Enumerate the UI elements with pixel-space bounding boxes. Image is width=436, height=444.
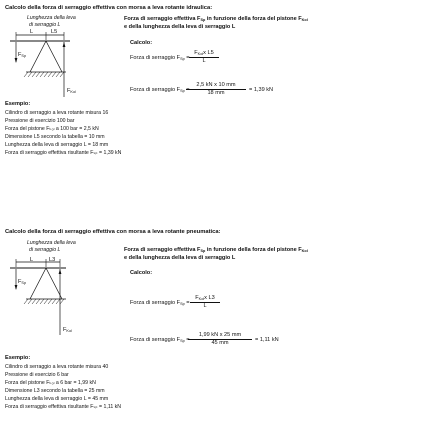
list-item: Forza di serraggio effettiva risultante Fₛₚ = 1,39 kN	[5, 150, 122, 156]
list-item: Pressione di esercizio 100 bar	[5, 118, 75, 124]
hydraulic-lever-label-line2: di serraggio L	[29, 22, 61, 28]
pneumatic-formula2-denominator: 45 mm	[211, 340, 229, 347]
pneumatic-example-list	[5, 363, 121, 411]
pneumatic-title: Calcolo della forza di serraggio effettiva con morsa a leva rotante pneumatica:	[5, 229, 221, 235]
list-item: Lunghezza della leva di serraggio L = 18 mm	[5, 142, 109, 148]
pneumatic-calc-heading: Calcolo:	[130, 270, 153, 276]
hydraulic-formula1-numerator: $F_{Kol}x$ L5	[189, 50, 219, 58]
hydraulic-example-list	[5, 109, 121, 157]
list-item: Dimensione L3 secondo la tabella = 25 mm	[5, 388, 105, 394]
list-item: Lunghezza della leva di serraggio L = 45 mm	[5, 396, 109, 402]
list-item: Cilindro di serraggio a leva rotante misura 40	[5, 364, 109, 370]
list-item: Forza di serraggio effettiva risultante Fₛₚ = 1,11 kN	[5, 404, 121, 410]
pneumatic-example-heading: Esempio:	[5, 355, 31, 361]
list-item: Cilindro di serraggio a leva rotante misura 16	[5, 110, 109, 116]
pneumatic-lever-label-line1: Lunghezza della leva	[27, 240, 76, 246]
hydraulic-f-kol-label: $F_{Kol}$	[67, 88, 76, 94]
pneumatic-desc-line1: Forza di serraggio effettiva $F_{Sp}$ in funzione della forza del pistone $F_{Kol}$	[124, 247, 308, 253]
hydraulic-lever-label-line1: Lunghezza della leva	[27, 15, 76, 21]
hydraulic-formula2-denominator: 18 mm	[207, 90, 225, 97]
hydraulic-formula2-result: = 1,39 kN	[249, 87, 274, 93]
list-item: Forza del pistone Fₖₒₗ a 6 bar = 1,99 kN	[5, 380, 96, 386]
pneumatic-formula2-fraction	[188, 332, 252, 347]
hydraulic-desc-line1: Forza di serraggio effettiva $F_{Sp}$ in funzione della forza del pistone $F_{Kol}$	[124, 16, 308, 22]
hydraulic-dim-l: L	[30, 29, 34, 35]
hydraulic-formula1-label: Forza di serraggio $F_{Sp}$ =	[130, 55, 190, 61]
pneumatic-formula2-label: Forza di serraggio $F_{Sp}$ =	[130, 337, 190, 343]
pneumatic-lever-label-line2: di serraggio L	[29, 247, 61, 253]
hydraulic-f-sp-label: $F_{Sp}$	[18, 52, 27, 58]
pneumatic-formula1-label: Forza di serraggio $F_{Sp}$ =	[130, 300, 190, 306]
hydraulic-title: Calcolo della forza di serraggio effettiva con morsa a leva rotante idraulica:	[5, 5, 213, 11]
pneumatic-dim-l3: L3	[49, 257, 56, 263]
hydraulic-formula1-denominator: L	[202, 58, 206, 65]
hydraulic-formula1-fraction	[189, 50, 219, 65]
pneumatic-desc-line2: e della lunghezza della leva di serraggio L	[124, 255, 236, 261]
pneumatic-formula1-fraction	[190, 295, 220, 310]
hydraulic-example-heading: Esempio:	[5, 101, 31, 107]
hydraulic-desc-line2: e della lunghezza della leva di serraggio L	[124, 24, 236, 30]
hydraulic-formula2-fraction	[186, 82, 246, 97]
pneumatic-formula2-numerator: 1,99 kN x 25 mm	[188, 332, 252, 340]
hydraulic-formula2-label: Forza di serraggio $F_{Sp}$ =	[130, 87, 190, 93]
pneumatic-dim-l: L	[30, 257, 34, 263]
hydraulic-calc-heading: Calcolo:	[130, 40, 153, 46]
pneumatic-formula2-result: = 1,11 kN	[255, 337, 279, 343]
pneumatic-f-sp-label: $F_{Sp}$	[18, 279, 27, 285]
list-item: Forza del pistone Fₖₒₗ a 100 bar = 2,5 kN	[5, 126, 99, 132]
hydraulic-dim-l5: L5	[51, 29, 58, 35]
pneumatic-formula1-numerator: $F_{Kol}x$ L3	[190, 295, 220, 303]
hydraulic-formula2-numerator: 2,5 kN x 10 mm	[186, 82, 246, 90]
pneumatic-f-kol-label: $F_{Kol}$	[63, 327, 72, 333]
list-item: Pressione di esercizio 6 bar	[5, 372, 69, 378]
pneumatic-formula1-denominator: L	[203, 303, 207, 310]
list-item: Dimensione L5 secondo la tabella = 10 mm	[5, 134, 105, 140]
